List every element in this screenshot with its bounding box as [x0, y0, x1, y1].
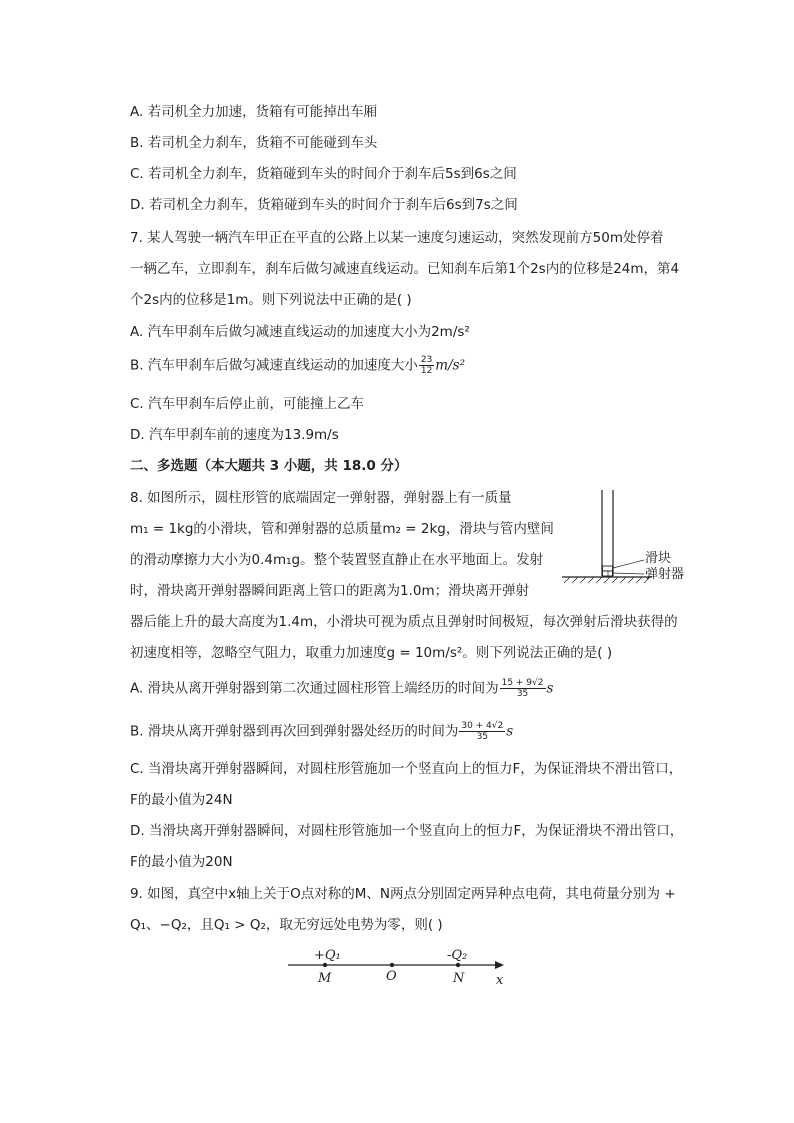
- ground-hatch: [564, 577, 650, 583]
- q8-option-b-unit: s: [506, 723, 514, 740]
- q8-stem-line3: 的滑动摩擦力大小为0.4m₁g。整个装置竖直静止在水平地面上。发射: [130, 552, 544, 568]
- fraction-denominator: 12: [420, 366, 433, 376]
- q8-option-a-text: A. 滑块从离开弹射器到第二次通过圆柱形管上端经历的时间为: [130, 680, 499, 697]
- q7-option-d: D. 汽车甲刹车前的速度为13.9m/s: [130, 427, 339, 443]
- q7-option-b-fraction: [419, 355, 434, 376]
- q7-stem-line3: 个2s内的位移是1m。则下列说法中正确的是( ): [130, 292, 412, 308]
- q9-axis-figure: [280, 942, 520, 992]
- point-o-label: O: [386, 969, 397, 984]
- q8-option-b-text: B. 滑块从离开弹射器到再次回到弹射器处经历的时间为: [130, 723, 459, 740]
- point-m-label: M: [318, 971, 332, 986]
- point-o: [390, 963, 394, 967]
- fraction-denominator: 35: [476, 732, 489, 742]
- fraction-numerator: 23: [420, 355, 433, 365]
- slider-label: 滑块: [645, 551, 672, 566]
- charge-q2-label: -Q₂: [447, 948, 468, 963]
- q8-stem-line6: 初速度相等，忽略空气阻力，取重力加速度g = 10m/s²。则下列说法正确的是( ): [130, 645, 613, 661]
- q6-option-d: D. 若司机全力刹车，货箱碰到车头的时间介于刹车后6s到7s之间: [130, 197, 518, 213]
- fraction-numerator: 15 + 9√2: [501, 678, 544, 688]
- q8-stem-line4: 时，滑块离开弹射器瞬间距离上管口的距离为1.0m；滑块离开弹射: [130, 583, 530, 599]
- q7-option-b: [130, 355, 465, 376]
- launcher-spring: [603, 571, 613, 576]
- q7-option-a: A. 汽车甲刹车后做匀减速直线运动的加速度大小为2m/s²: [130, 324, 470, 340]
- q9-stem-line2: Q₁、−Q₂，且Q₁ > Q₂，取无穷远处电势为零，则( ): [130, 917, 443, 933]
- q7-stem-line2: 一辆乙车，立即刹车，刹车后做匀减速直线运动。已知刹车后第1个2s内的位移是24m，第4: [130, 261, 680, 277]
- x-axis-label: x: [496, 973, 504, 988]
- slider-leader-line: [613, 560, 644, 568]
- launcher-label: 弹射器: [645, 567, 685, 582]
- q8-option-b: [130, 721, 513, 742]
- q8-stem-line5: 器后能上升的最大高度为1.4m，小滑块可视为质点且弹射时间极短，每次弹射后滑块获得的: [130, 614, 678, 630]
- q8-tube-figure: [556, 488, 696, 588]
- point-n: [456, 963, 460, 967]
- q7-stem-line1: 7. 某人驾驶一辆汽车甲正在平直的公路上以某一速度匀速运动，突然发现前方50m处停着: [130, 230, 664, 246]
- q8-option-d-line1: D. 当滑块离开弹射器瞬间，对圆柱形管施加一个竖直向上的恒力F，为保证滑块不滑出管口，: [130, 823, 684, 839]
- launcher-leader-line: [613, 573, 644, 574]
- q8-option-d-line2: F的最小值为20N: [130, 854, 233, 870]
- q8-option-b-fraction: [459, 721, 505, 742]
- point-n-label: N: [453, 971, 465, 986]
- q8-option-a-fraction: [500, 678, 546, 699]
- charge-q1-label: +Q₁: [314, 948, 341, 963]
- q8-option-c-line1: C. 当滑块离开弹射器瞬间，对圆柱形管施加一个竖直向上的恒力F，为保证滑块不滑出管口，: [130, 761, 683, 777]
- q9-stem-line1: 9. 如图，真空中x轴上关于O点对称的M、N两点分别固定两异种点电荷，其电荷量分别为 +: [130, 886, 676, 902]
- slider-block: [603, 566, 613, 571]
- q6-option-b: B. 若司机全力刹车，货箱不可能碰到车头: [130, 135, 378, 151]
- x-axis-arrow: [495, 961, 504, 969]
- section-header-multiple-choice: 二、多选题（本大题共 3 小题，共 18.0 分）: [130, 458, 408, 474]
- q8-stem-line2: m₁ = 1kg的小滑块，管和弹射器的总质量m₂ = 2kg，滑块与管内壁间: [130, 521, 554, 537]
- q8-option-c-line2: F的最小值为24N: [130, 792, 233, 808]
- q7-option-b-text: B. 汽车甲刹车后做匀减速直线运动的加速度大小: [130, 357, 418, 374]
- q7-option-b-unit: m/s²: [435, 357, 465, 374]
- q8-option-a-unit: s: [546, 680, 554, 697]
- q8-option-a: [130, 678, 553, 699]
- q6-option-a: A. 若司机全力加速，货箱有可能掉出车厢: [130, 104, 378, 120]
- q6-option-c: C. 若司机全力刹车，货箱碰到车头的时间介于刹车后5s到6s之间: [130, 166, 517, 182]
- q8-stem-line1: 8. 如图所示，圆柱形管的底端固定一弹射器，弹射器上有一质量: [130, 490, 512, 506]
- fraction-denominator: 35: [516, 689, 529, 699]
- fraction-numerator: 30 + 4√2: [461, 721, 504, 731]
- q7-option-c: C. 汽车甲刹车后停止前，可能撞上乙车: [130, 396, 365, 412]
- point-m: [323, 963, 327, 967]
